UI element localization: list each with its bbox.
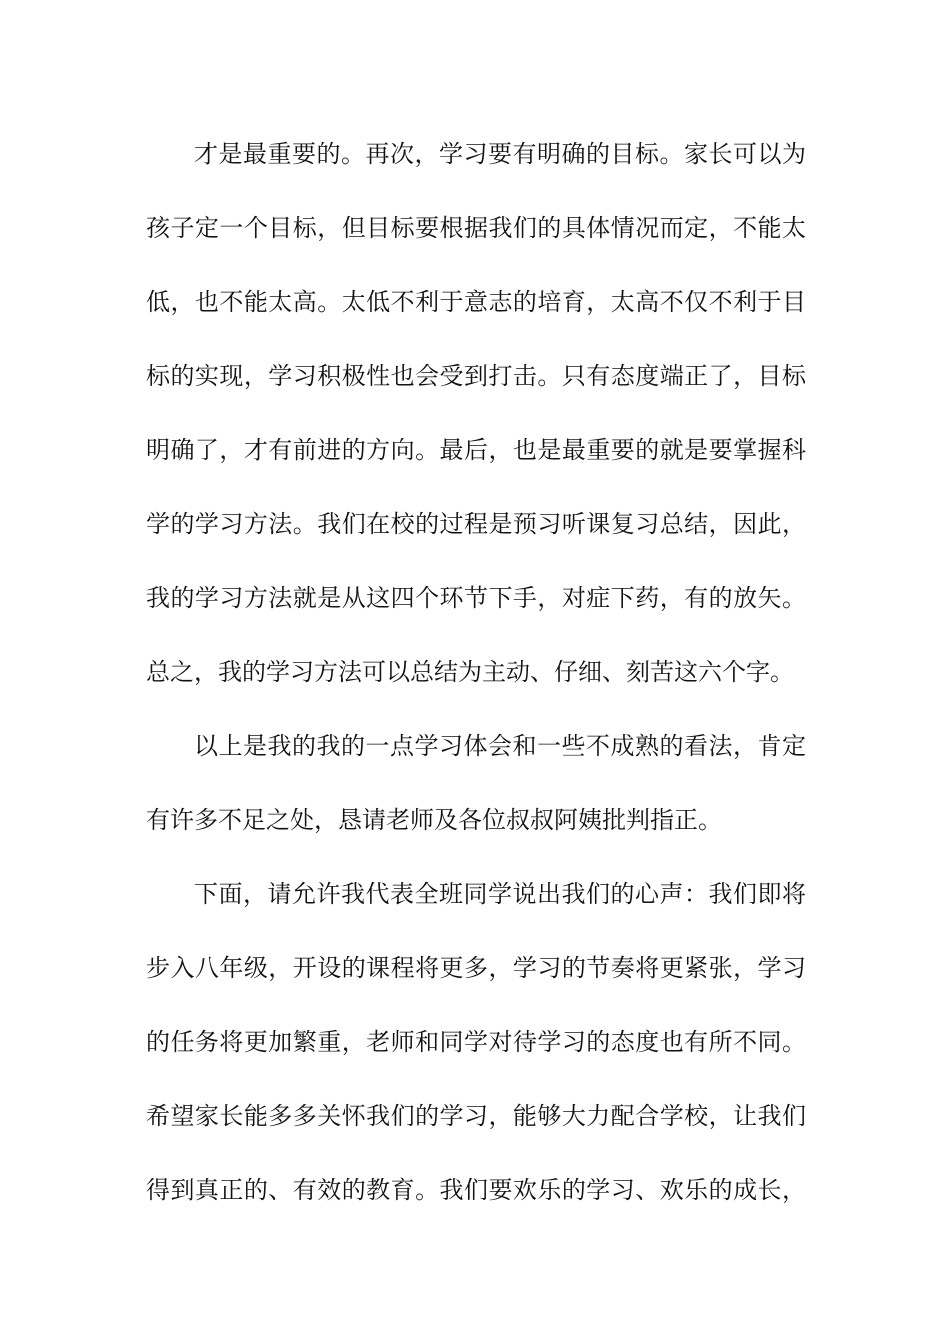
paragraph-line: 孩子定一个目标，但目标要根据我们的具体情况而定，不能太 [146,214,806,242]
paragraph-line: 学的学习方法。我们在校的过程是预习听课复习总结，因此， [146,510,806,538]
paragraph-line: 以上是我的我的一点学习体会和一些不成熟的看法，肯定 [194,732,806,760]
paragraph-line: 的任务将更加繁重，老师和同学对待学习的态度也有所不同。 [146,1028,806,1056]
paragraph-line: 总之，我的学习方法可以总结为主动、仔细、刻苦这六个字。 [146,658,794,686]
paragraph-line: 有许多不足之处，恳请老师及各位叔叔阿姨批判指正。 [146,806,722,834]
paragraph-line: 明确了，才有前进的方向。最后，也是最重要的就是要掌握科 [146,436,806,464]
paragraph-line: 得到真正的、有效的教育。我们要欢乐的学习、欢乐的成长， [146,1176,806,1204]
paragraph-line: 标的实现，学习积极性也会受到打击。只有态度端正了，目标 [146,362,806,390]
body-text [146,132,806,1242]
paragraph-line: 步入八年级，开设的课程将更多，学习的节奏将更紧张，学习 [146,954,806,982]
paragraph-line: 希望家长能多多关怀我们的学习，能够大力配合学校，让我们 [146,1102,806,1130]
paragraph-line: 下面，请允许我代表全班同学说出我们的心声：我们即将 [194,880,806,908]
paragraph-line: 才是最重要的。再次，学习要有明确的目标。家长可以为 [194,140,806,168]
paragraph-line: 低，也不能太高。太低不利于意志的培育，太高不仅不利于目 [146,288,806,316]
paragraph-line: 我的学习方法就是从这四个环节下手，对症下药，有的放矢。 [146,584,806,612]
